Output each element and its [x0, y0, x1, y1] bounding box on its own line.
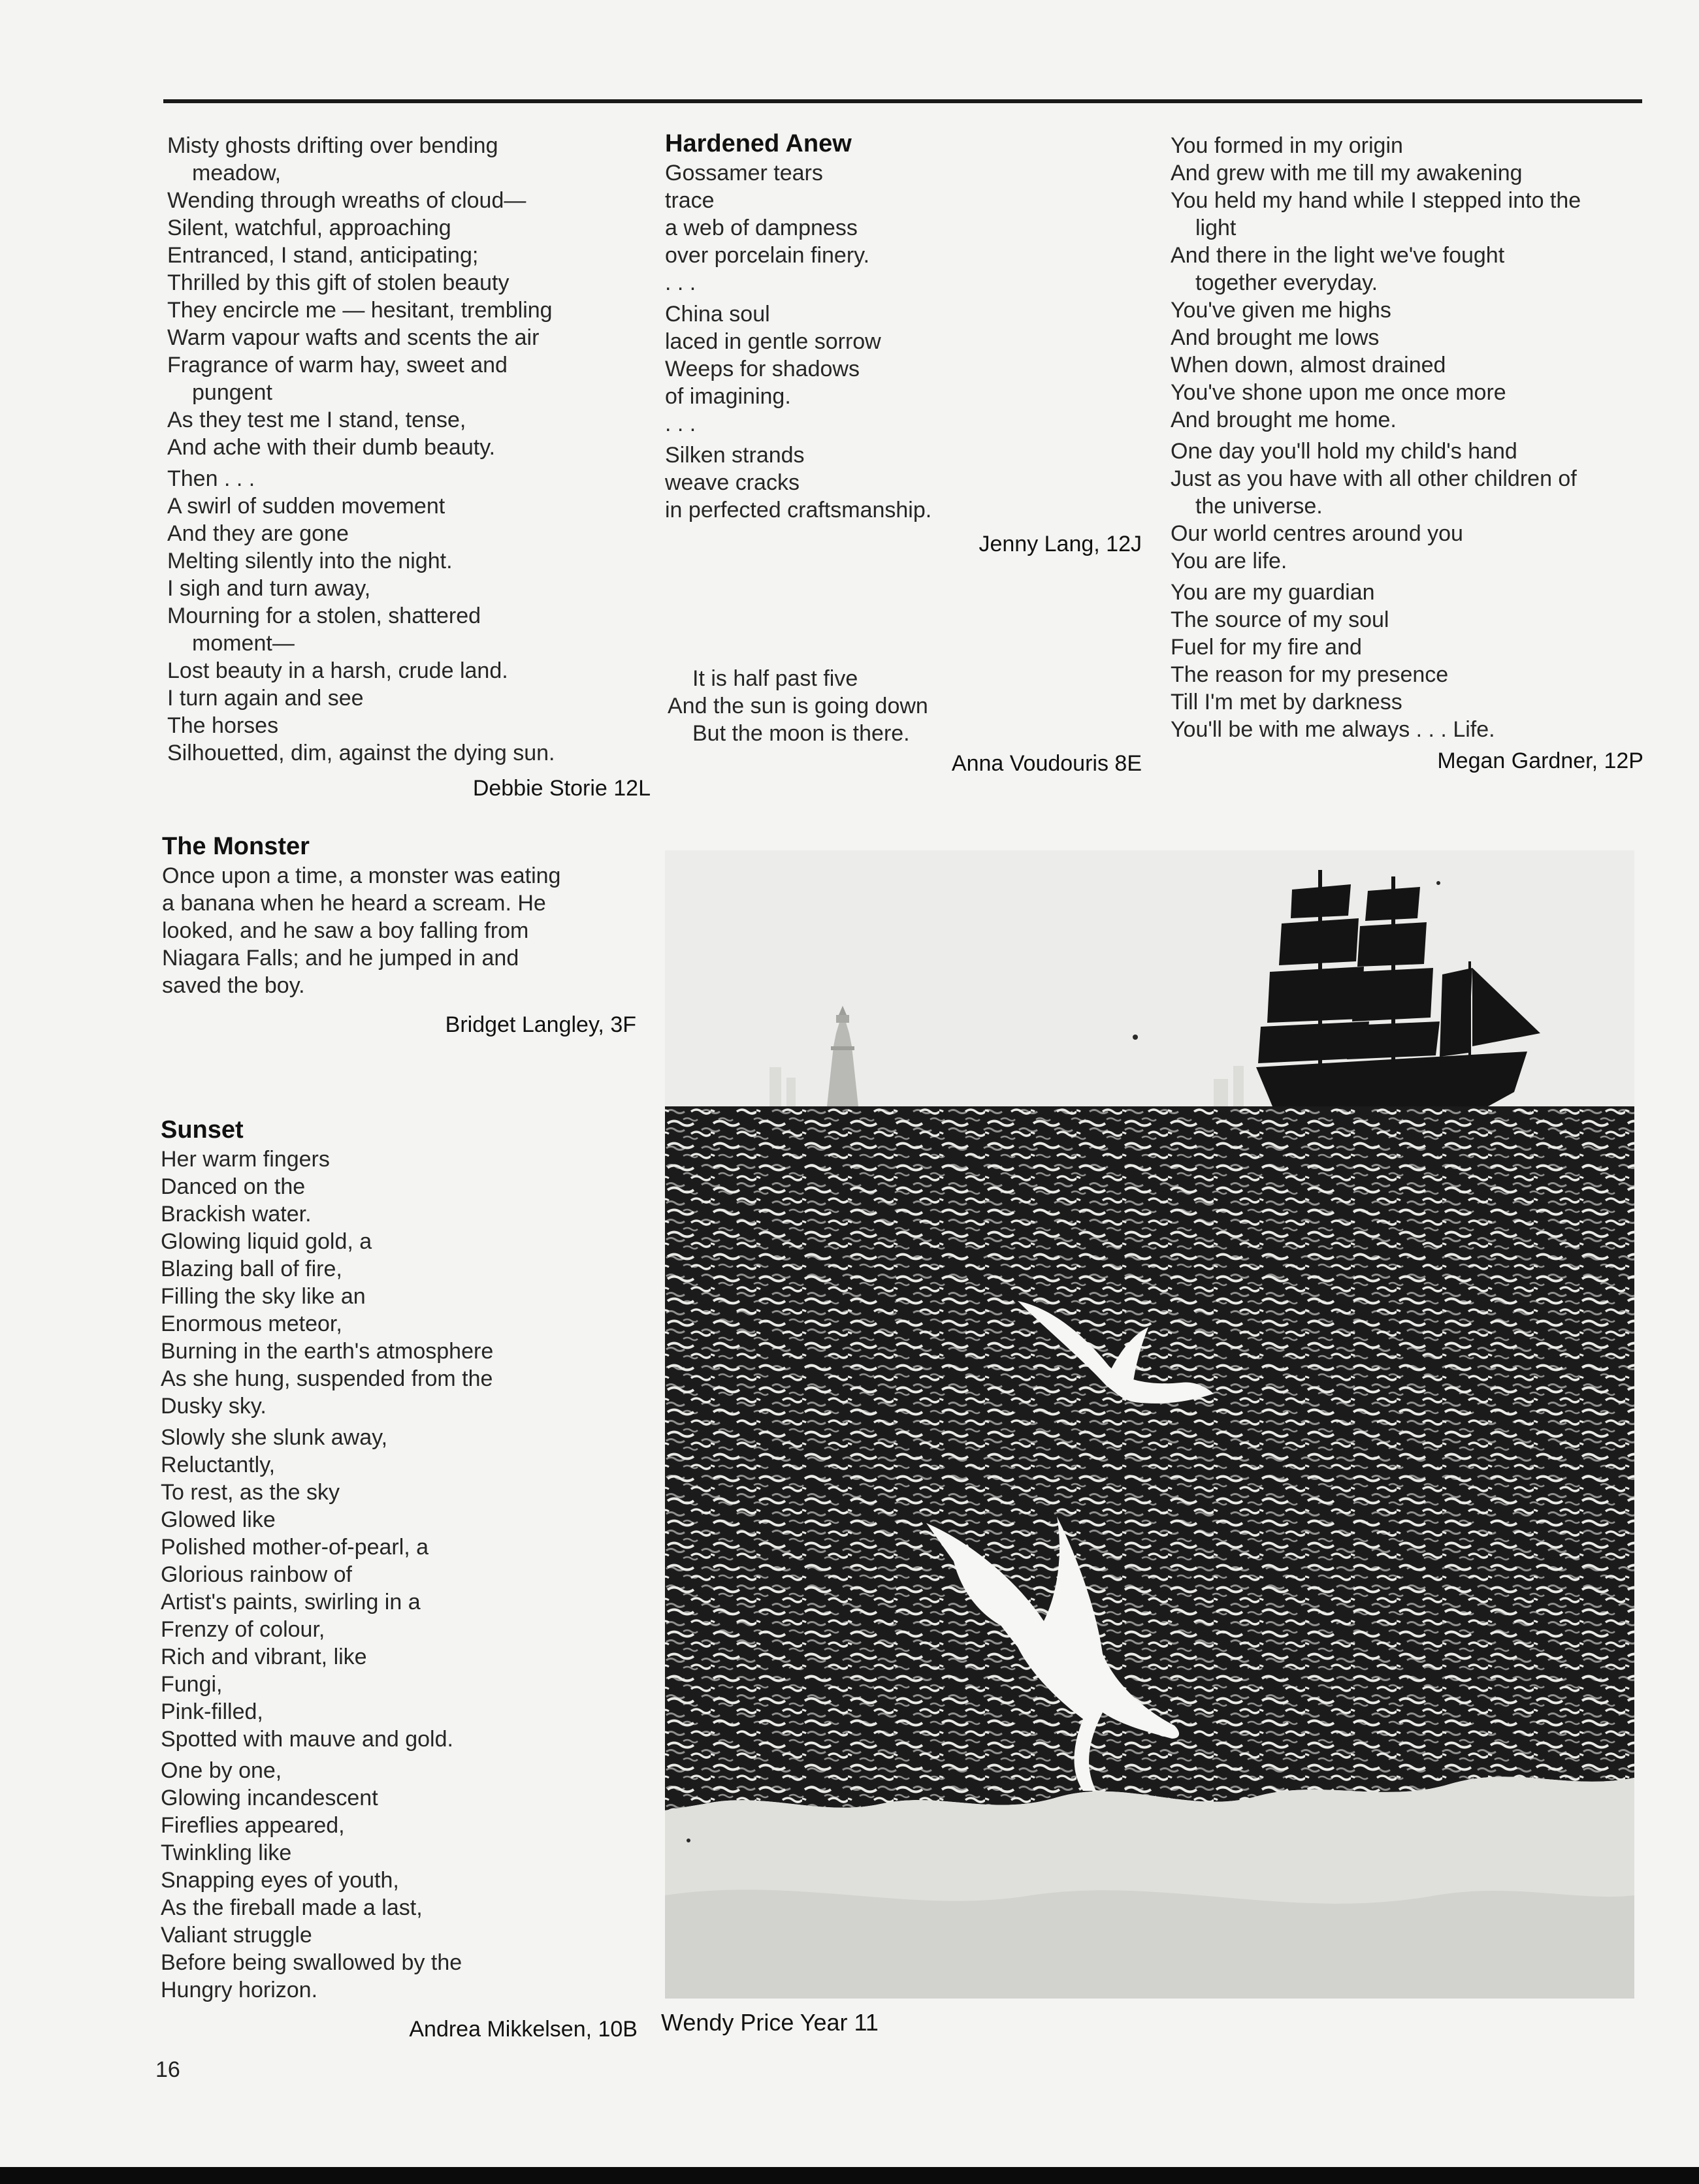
poem-line: And there in the light we've fought	[1171, 243, 1505, 268]
poem-line: trace	[665, 188, 715, 213]
poem-title: The Monster	[162, 833, 310, 860]
poem-line: Polished mother-of-pearl, a	[161, 1535, 429, 1560]
poem-line: of imagining.	[665, 384, 791, 409]
poem-line: Filling the sky like an	[161, 1284, 366, 1309]
poem-line: weave cracks	[665, 470, 800, 495]
poem-line: Blazing ball of fire,	[161, 1257, 342, 1281]
poem-line: Entranced, I stand, anticipating;	[167, 243, 479, 268]
poem-line: Her warm fingers	[161, 1147, 330, 1172]
top-rule	[163, 99, 1642, 103]
poem-line: Weeps for shadows	[665, 357, 860, 381]
poem-line: Till I'm met by darkness	[1171, 690, 1402, 715]
poem-line: The horses	[167, 713, 279, 738]
poem-line: Glorious rainbow of	[161, 1562, 352, 1587]
poem-line: You've shone upon me once more	[1171, 380, 1506, 405]
poem-hardened-anew	[665, 128, 1142, 558]
poem-line: One by one,	[161, 1758, 282, 1783]
poem-line: Mourning for a stolen, shattered	[167, 603, 481, 628]
poem-line: You've given me highs	[1171, 298, 1391, 323]
poem-sunset	[161, 1114, 638, 2043]
poem-line: Glowed like	[161, 1507, 276, 1532]
poem-line: Just as you have with all other children of	[1171, 466, 1577, 491]
poem-line: Thrilled by this gift of stolen beauty	[167, 270, 510, 295]
poem-line: You are life.	[1171, 549, 1287, 573]
poem-line: Slowly she slunk away,	[161, 1425, 388, 1450]
poem-author: Bridget Langley, 3F	[445, 1012, 636, 1037]
poem-line: meadow,	[192, 161, 282, 185]
poem-line: Melting silently into the night.	[167, 549, 453, 573]
poem-line: the universe.	[1195, 494, 1323, 519]
poem-line: over porcelain finery.	[665, 243, 870, 268]
poem-line: It is half past five	[692, 666, 858, 691]
page-number: 16	[155, 2057, 180, 2082]
poem-line: Valiant struggle	[161, 1923, 312, 1948]
poem-half-past-five	[668, 665, 1142, 777]
seascape-print	[665, 850, 1634, 1999]
artwork-caption: Wendy Price Year 11	[661, 2009, 879, 2036]
poem-line: And brought me home.	[1171, 408, 1397, 432]
poem-line: Brackish water.	[161, 1202, 312, 1227]
poem-line: They encircle me — hesitant, trembling	[167, 298, 553, 323]
poem-title: Sunset	[161, 1116, 244, 1144]
artwork-seascape	[665, 850, 1634, 1999]
poem-line: Once upon a time, a monster was eating	[162, 863, 561, 888]
poem-misty-ghosts	[167, 132, 651, 802]
poem-line: Twinkling like	[161, 1840, 292, 1865]
poem-line: China soul	[665, 302, 770, 327]
poem-line: Gossamer tears	[665, 161, 823, 185]
poem-line: Frenzy of colour,	[161, 1617, 325, 1642]
poem-line: Fuel for my fire and	[1171, 635, 1362, 660]
poem-author: Andrea Mikkelsen, 10B	[409, 2017, 638, 2042]
poem-line: And ache with their dumb beauty.	[167, 435, 496, 460]
poem-line: You'll be with me always . . . Life.	[1171, 717, 1495, 742]
poem-line: I sigh and turn away,	[167, 576, 371, 601]
poem-line: laced in gentle sorrow	[665, 329, 881, 354]
poem-line: And they are gone	[167, 521, 349, 546]
poem-line: The source of my soul	[1171, 607, 1389, 632]
poem-line: Rich and vibrant, like	[161, 1645, 367, 1669]
poem-line: As the fireball made a last,	[161, 1895, 423, 1920]
poem-line: in perfected craftsmanship.	[665, 498, 932, 522]
poem-line: Burning in the earth's atmosphere	[161, 1339, 494, 1364]
poem-line: The reason for my presence	[1171, 662, 1449, 687]
poem-line: . . .	[665, 411, 696, 436]
poem-line: Pink-filled,	[161, 1699, 263, 1724]
poem-line: And brought me lows	[1171, 325, 1380, 350]
poem-line: Snapping eyes of youth,	[161, 1868, 399, 1893]
poem-line: Before being swallowed by the	[161, 1950, 462, 1975]
poem-line: A swirl of sudden movement	[167, 494, 445, 519]
poem-line: Our world centres around you	[1171, 521, 1463, 546]
poem-line: saved the boy.	[162, 973, 305, 998]
poem-line: a web of dampness	[665, 216, 858, 240]
poem-line: Hungry horizon.	[161, 1978, 318, 2002]
poem-title: Hardened Anew	[665, 130, 852, 157]
poem-line: Fragrance of warm hay, sweet and	[167, 353, 508, 377]
poem-line: And the sun is going down	[668, 694, 928, 718]
poem-line: Silken strands	[665, 443, 805, 468]
poem-life	[1171, 132, 1643, 775]
poem-line: Silent, watchful, approaching	[167, 216, 451, 240]
poem-line: . . .	[665, 270, 696, 295]
poem-line: Silhouetted, dim, against the dying sun.	[167, 741, 555, 765]
poem-line: Enormous meteor,	[161, 1311, 342, 1336]
poem-line: As she hung, suspended from the	[161, 1366, 493, 1391]
poem-line: One day you'll hold my child's hand	[1171, 439, 1517, 464]
poem-line: To rest, as the sky	[161, 1480, 340, 1505]
poem-line: Glowing liquid gold, a	[161, 1229, 372, 1254]
poem-line: Artist's paints, swirling in a	[161, 1590, 421, 1614]
poem-line: Spotted with mauve and gold.	[161, 1727, 453, 1752]
poem-line: moment—	[192, 631, 295, 656]
poem-author: Anna Voudouris 8E	[951, 751, 1142, 776]
poem-author: Jenny Lang, 12J	[979, 532, 1142, 556]
poem-line: Then . . .	[167, 466, 255, 491]
poem-line: Wending through wreaths of cloud—	[167, 188, 526, 213]
poem-line: pungent	[192, 380, 272, 405]
poem-line: light	[1195, 216, 1237, 240]
poem-line: Fungi,	[161, 1672, 223, 1697]
poem-line: Fireflies appeared,	[161, 1813, 345, 1838]
poem-line: a banana when he heard a scream. He	[162, 891, 546, 916]
poem-line: And grew with me till my awakening	[1171, 161, 1523, 185]
poem-author: Megan Gardner, 12P	[1437, 748, 1643, 773]
poem-author: Debbie Storie 12L	[472, 776, 651, 801]
poem-line: Dusky sky.	[161, 1394, 267, 1419]
poem-line: Lost beauty in a harsh, crude land.	[167, 658, 508, 683]
poem-line: Misty ghosts drifting over bending	[167, 133, 498, 158]
poem-line: together everyday.	[1195, 270, 1378, 295]
poem-line: You formed in my origin	[1171, 133, 1403, 158]
poem-line: You are my guardian	[1171, 580, 1375, 605]
poem-line: Danced on the	[161, 1174, 306, 1199]
poem-line: You held my hand while I stepped into the	[1171, 188, 1581, 213]
poem-line: I turn again and see	[167, 686, 364, 711]
scan-edge	[0, 2167, 1699, 2184]
story-the-monster	[162, 831, 636, 1038]
poem-line: Warm vapour wafts and scents the air	[167, 325, 540, 350]
poem-line: But the moon is there.	[692, 721, 910, 746]
poem-line: Reluctantly,	[161, 1453, 276, 1477]
poem-line: looked, and he saw a boy falling from	[162, 918, 529, 943]
poem-line: Glowing incandescent	[161, 1786, 378, 1810]
poem-line: When down, almost drained	[1171, 353, 1446, 377]
poem-line: As they test me I stand, tense,	[167, 408, 466, 432]
poem-line: Niagara Falls; and he jumped in and	[162, 946, 519, 971]
